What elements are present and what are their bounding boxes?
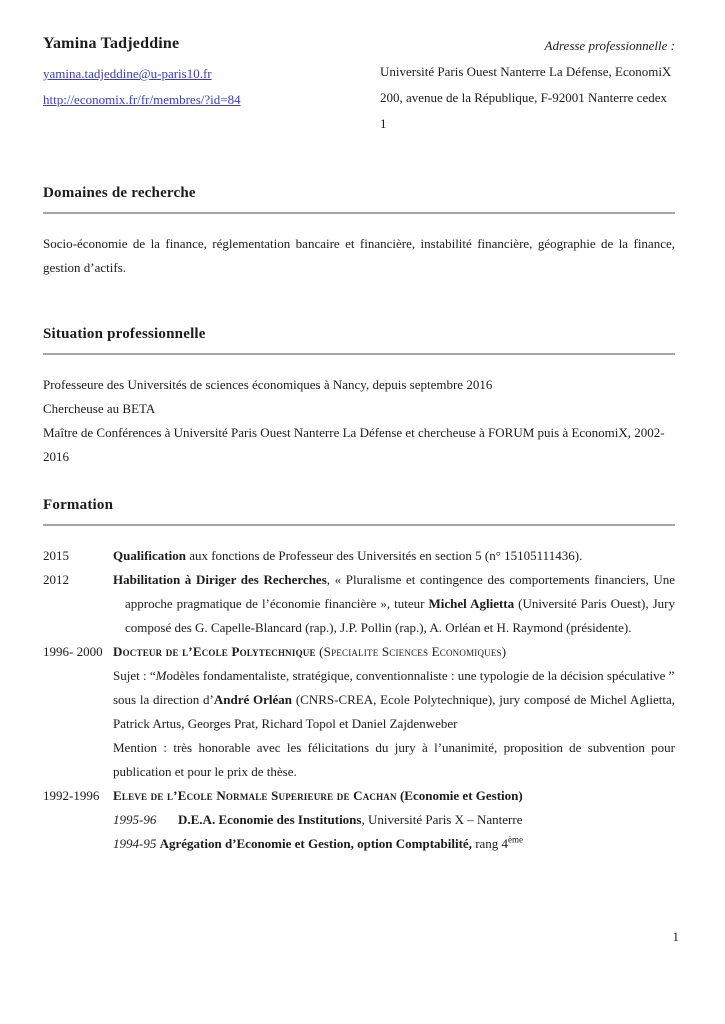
page-number: 1 [672, 929, 679, 944]
thesis-subject [113, 664, 675, 688]
sub-entry-1995-96 [113, 808, 675, 832]
entry-title: Habilitation à Diriger des Recherches [113, 572, 327, 587]
formation-entries [43, 544, 675, 856]
formation-entry-1992-1996 [43, 784, 675, 856]
sub-entry-text: , Université Paris X – Nanterre [361, 812, 523, 827]
subject-italic: M [155, 668, 167, 683]
page-content [43, 33, 675, 856]
entry-year: 2015 [43, 548, 69, 563]
thesis-direction [113, 688, 675, 736]
entry-year: 2012 [43, 572, 69, 587]
formation-entry-1996-2000 [43, 640, 675, 784]
sub-entry-text: rang 4 [471, 836, 509, 851]
address-line-1: Université Paris Ouest Nanterre La Défense, EconomiX [380, 64, 672, 79]
person-name: Yamina Tadjeddine [43, 35, 180, 52]
entry-body [113, 568, 675, 640]
situation-line: Professeure des Universités de sciences économiques à Nancy, depuis septembre 2016 [43, 377, 493, 392]
website-link[interactable]: http://economix.fr/fr/membres/?id=84 [43, 92, 241, 107]
situation-lines [43, 373, 675, 469]
direction-rest: (CNRS-CREA, Ecole Polytechnique), jury composé de Michel Aglietta, Patrick Artus, Georges Prat, Richard Topol et Daniel Zajdenweber [113, 692, 675, 731]
section-rule [43, 353, 675, 355]
section-formation [43, 495, 675, 856]
section-domaines [43, 183, 675, 280]
address-label: Adresse professionnelle : [544, 38, 675, 53]
entry-body [113, 784, 675, 856]
entry-year: 1992-1996 [43, 788, 100, 803]
section-title-situation: Situation professionnelle [43, 326, 206, 342]
section-title-domaines: Domaines de recherche [43, 185, 196, 201]
entry-text: , « Pluralisme et contingence des comportements financiers, Une approche pragmatique de l’économie financière », tuteur [125, 572, 675, 611]
degree-name: Docteur de l’Ecole Polytechnique [113, 644, 316, 659]
entry-title: Qualification [113, 548, 186, 563]
email-link[interactable]: yamina.tadjeddine@u-paris10.fr [43, 66, 212, 81]
school-title [113, 784, 675, 808]
section-rule [43, 524, 675, 526]
header-identity [43, 33, 241, 113]
thesis-mention: Mention : très honorable avec les félicitations du jury à l’unanimité, proposition de subvention pour publication et pour le prix de thèse. [113, 740, 675, 779]
sub-entry-year: 1994-95 [113, 836, 157, 851]
formation-entry-2012 [43, 568, 675, 640]
domaines-body: Socio-économie de la finance, réglementation bancaire et financière, instabilité financière, géographie de la finance, gestion d’actifs. [43, 236, 675, 275]
entry-text: aux fonctions de Professeur des Universités en section 5 (n° 15105111436). [185, 548, 583, 563]
sub-entry-year: 1995-96 [113, 812, 157, 827]
sub-entry-title: D.E.A. Economie des Institutions [178, 812, 362, 827]
degree-title [113, 640, 675, 664]
degree-speciality: (Specialite Sciences Economiques) [315, 644, 507, 659]
subject-rest: odèles fondamentaliste, stratégique, conventionnaliste : une typologie de la décision spéculative ” [166, 668, 675, 683]
sub-entry-title: Agrégation d’Economie et Gestion, option Comptabilité, [159, 836, 472, 851]
school-name: Eleve de l’Ecole Normale Superieure de Cachan [113, 788, 397, 803]
sub-entry-1994-95 [113, 832, 675, 856]
subject-prefix: Sujet : “ [113, 668, 156, 683]
tutor-name: Michel Aglietta [428, 596, 515, 611]
header [43, 33, 675, 137]
situation-line: Maître de Conférences à Université Paris Ouest Nanterre La Défense et chercheuse à FORUM puis à EconomiX, 2002-2016 [43, 425, 665, 464]
formation-entry-2015 [43, 544, 675, 568]
address-line-2: 200, avenue de la République, F-92001 Nanterre cedex 1 [380, 90, 667, 131]
director-name: André Orléan [213, 692, 293, 707]
entry-text: (Université Paris Ouest), Jury composé des G. Capelle-Blancard (rap.), J.P. Pollin (rap.), A. Orléan et H. Raymond (présidente). [125, 596, 675, 635]
direction-prefix: sous la direction d’ [113, 692, 214, 707]
situation-line: Chercheuse au BETA [43, 401, 156, 416]
entry-year: 1996- 2000 [43, 644, 103, 659]
school-speciality: (Economie et Gestion) [396, 788, 523, 803]
header-address-block [380, 33, 675, 137]
entry-body [113, 640, 675, 784]
section-rule [43, 212, 675, 214]
section-situation [43, 324, 675, 469]
entry-body [113, 544, 675, 568]
sub-entry-superscript: ème [508, 834, 524, 845]
section-title-formation: Formation [43, 497, 114, 513]
